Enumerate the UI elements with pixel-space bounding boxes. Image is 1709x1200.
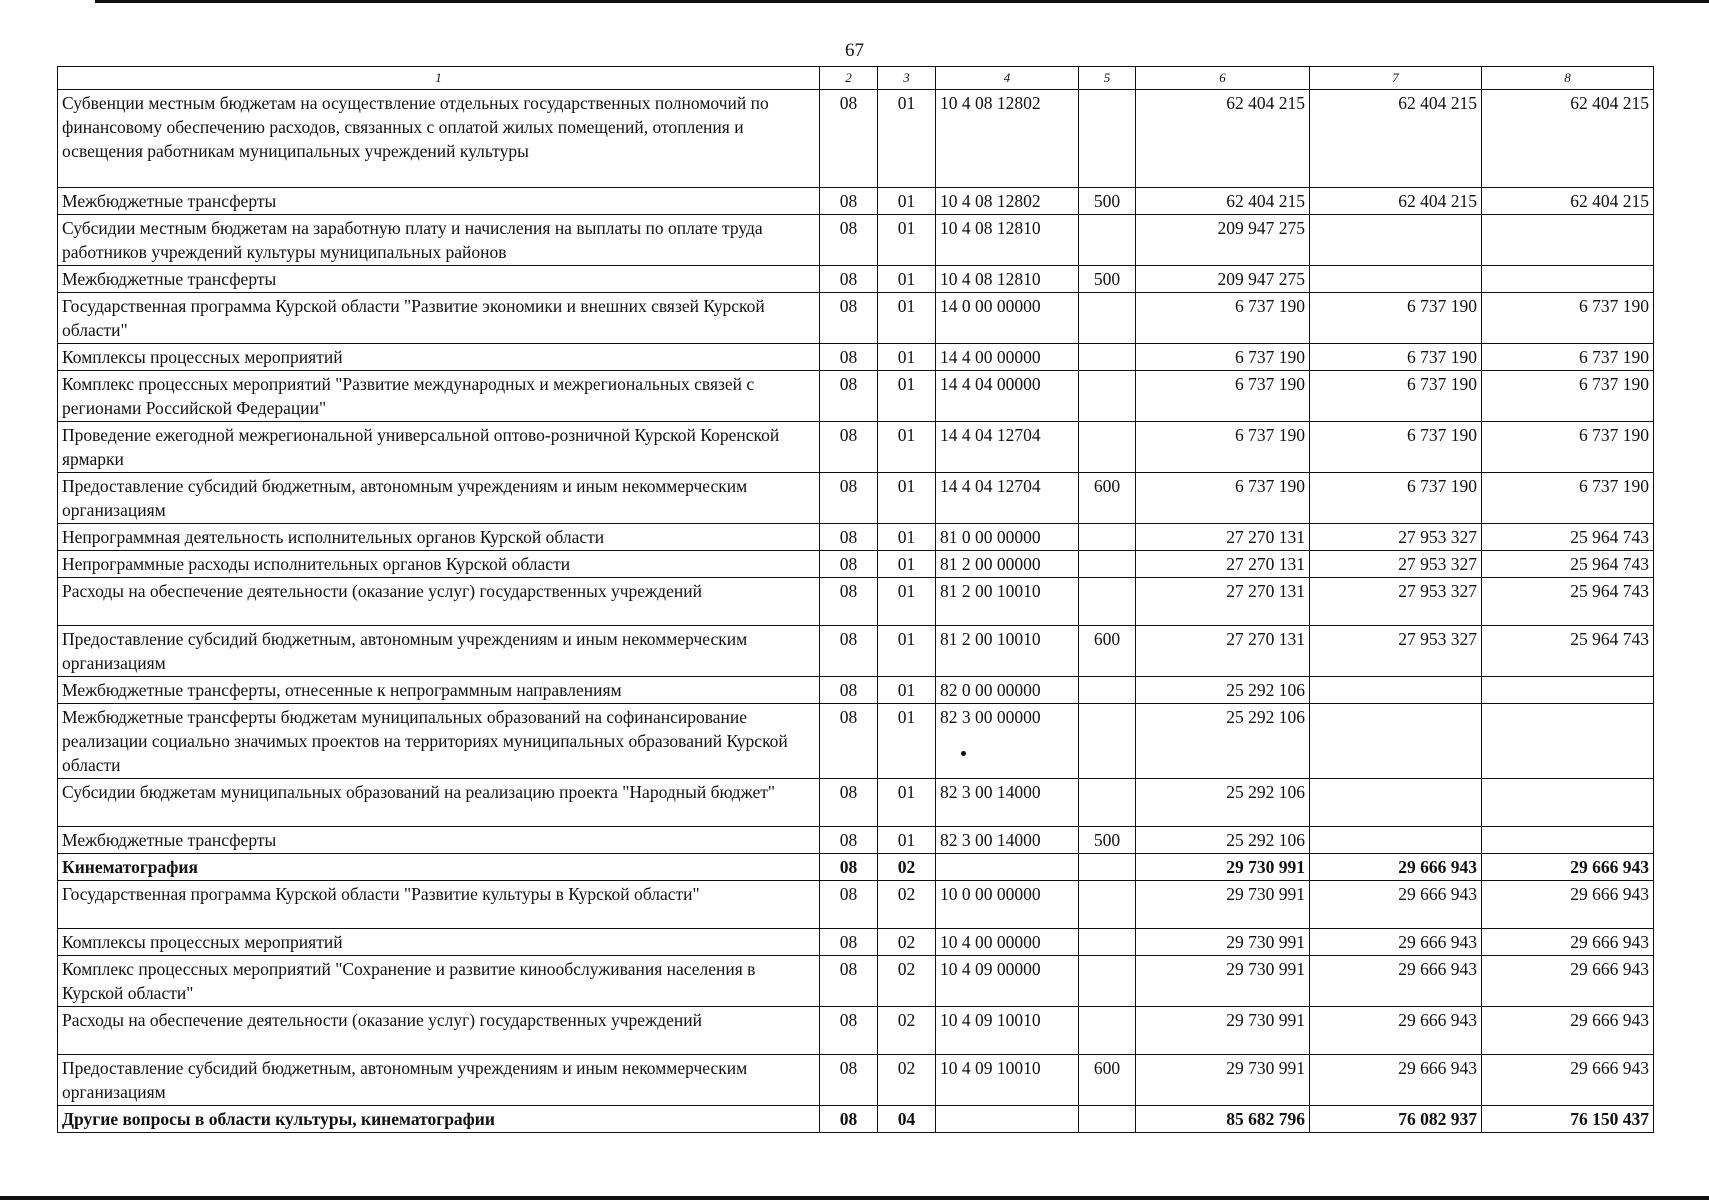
amount-year-3: 6 737 190 bbox=[1482, 344, 1654, 371]
table-row bbox=[58, 1055, 1654, 1106]
expense-type-code bbox=[1079, 779, 1136, 827]
target-article-code: 81 0 00 00000 bbox=[936, 524, 1079, 551]
target-article-code: 14 0 00 00000 bbox=[936, 293, 1079, 344]
amount-year-3 bbox=[1482, 704, 1654, 779]
subsection-code: 01 bbox=[878, 626, 936, 677]
amount-year-3: 6 737 190 bbox=[1482, 371, 1654, 422]
amount-year-2: 27 953 327 bbox=[1310, 524, 1482, 551]
top-rule bbox=[95, 0, 1709, 3]
expense-type-code bbox=[1079, 1106, 1136, 1133]
amount-year-2: 6 737 190 bbox=[1310, 293, 1482, 344]
target-article-code: 14 4 04 12704 bbox=[936, 473, 1079, 524]
row-name: Межбюджетные трансферты, отнесенные к непрограммным направлениям bbox=[58, 677, 820, 704]
amount-year-3: 25 964 743 bbox=[1482, 578, 1654, 626]
subsection-code: 04 bbox=[878, 1106, 936, 1133]
subsection-code: 02 bbox=[878, 881, 936, 929]
amount-year-1: 25 292 106 bbox=[1136, 779, 1310, 827]
section-code: 08 bbox=[820, 827, 878, 854]
amount-year-2: 27 953 327 bbox=[1310, 578, 1482, 626]
row-name: Непрограммная деятельность исполнительных органов Курской области bbox=[58, 524, 820, 551]
row-name: Предоставление субсидий бюджетным, автономным учреждениям и иным некоммерческим организациям bbox=[58, 473, 820, 524]
target-article-code: 10 0 00 00000 bbox=[936, 881, 1079, 929]
target-article-code: 10 4 09 10010 bbox=[936, 1055, 1079, 1106]
table-row bbox=[58, 1106, 1654, 1133]
amount-year-1: 25 292 106 bbox=[1136, 704, 1310, 779]
amount-year-2 bbox=[1310, 215, 1482, 266]
amount-year-3: 29 666 943 bbox=[1482, 854, 1654, 881]
target-article-code: 14 4 00 00000 bbox=[936, 344, 1079, 371]
table-row bbox=[58, 215, 1654, 266]
section-code: 08 bbox=[820, 779, 878, 827]
table-row bbox=[58, 827, 1654, 854]
amount-year-3: 62 404 215 bbox=[1482, 90, 1654, 188]
row-name: Межбюджетные трансферты бюджетам муниципальных образований на софинансирование реализации социально значимых проектов на территориях муниципальных образований Курской области bbox=[58, 704, 820, 779]
section-code: 08 bbox=[820, 90, 878, 188]
expense-type-code: 500 bbox=[1079, 827, 1136, 854]
subsection-code: 01 bbox=[878, 344, 936, 371]
amount-year-3 bbox=[1482, 266, 1654, 293]
row-name: Комплексы процессных мероприятий bbox=[58, 344, 820, 371]
amount-year-2 bbox=[1310, 827, 1482, 854]
budget-table bbox=[57, 66, 1654, 1133]
subsection-code: 01 bbox=[878, 215, 936, 266]
row-name: Субвенции местным бюджетам на осуществление отдельных государственных полномочий по финансовому обеспечению расходов, связанных с оплатой жилых помещений, отопления и освещения работникам муниципальных учреждений культуры bbox=[58, 90, 820, 188]
subsection-code: 02 bbox=[878, 929, 936, 956]
section-code: 08 bbox=[820, 854, 878, 881]
subsection-code: 01 bbox=[878, 524, 936, 551]
subsection-code: 01 bbox=[878, 293, 936, 344]
amount-year-3 bbox=[1482, 779, 1654, 827]
section-code: 08 bbox=[820, 677, 878, 704]
target-article-code: 10 4 09 00000 bbox=[936, 956, 1079, 1007]
amount-year-2: 29 666 943 bbox=[1310, 1055, 1482, 1106]
expense-type-code: 600 bbox=[1079, 473, 1136, 524]
amount-year-1: 25 292 106 bbox=[1136, 677, 1310, 704]
amount-year-2: 29 666 943 bbox=[1310, 881, 1482, 929]
expense-type-code bbox=[1079, 578, 1136, 626]
amount-year-2 bbox=[1310, 266, 1482, 293]
table-row bbox=[58, 266, 1654, 293]
section-code: 08 bbox=[820, 344, 878, 371]
amount-year-3 bbox=[1482, 677, 1654, 704]
section-code: 08 bbox=[820, 422, 878, 473]
amount-year-3: 6 737 190 bbox=[1482, 422, 1654, 473]
amount-year-3: 62 404 215 bbox=[1482, 188, 1654, 215]
target-article-code: 10 4 08 12802 bbox=[936, 90, 1079, 188]
table-row bbox=[58, 626, 1654, 677]
row-name: Другие вопросы в области культуры, кинематографии bbox=[58, 1106, 820, 1133]
section-code: 08 bbox=[820, 929, 878, 956]
subsection-code: 01 bbox=[878, 578, 936, 626]
amount-year-3: 6 737 190 bbox=[1482, 473, 1654, 524]
table-row bbox=[58, 551, 1654, 578]
table-row bbox=[58, 293, 1654, 344]
expense-type-code: 600 bbox=[1079, 626, 1136, 677]
amount-year-2: 6 737 190 bbox=[1310, 422, 1482, 473]
amount-year-1: 29 730 991 bbox=[1136, 956, 1310, 1007]
amount-year-3 bbox=[1482, 827, 1654, 854]
section-code: 08 bbox=[820, 578, 878, 626]
amount-year-1: 29 730 991 bbox=[1136, 1007, 1310, 1055]
amount-year-2: 6 737 190 bbox=[1310, 371, 1482, 422]
subsection-code: 01 bbox=[878, 371, 936, 422]
target-article-code: 10 4 08 12802 bbox=[936, 188, 1079, 215]
amount-year-1: 85 682 796 bbox=[1136, 1106, 1310, 1133]
row-name: Расходы на обеспечение деятельности (оказание услуг) государственных учреждений bbox=[58, 1007, 820, 1055]
expense-type-code bbox=[1079, 881, 1136, 929]
row-name: Государственная программа Курской области "Развитие экономики и внешних связей Курской области" bbox=[58, 293, 820, 344]
amount-year-1: 29 730 991 bbox=[1136, 854, 1310, 881]
subsection-code: 01 bbox=[878, 90, 936, 188]
section-code: 08 bbox=[820, 881, 878, 929]
expense-type-code: 600 bbox=[1079, 1055, 1136, 1106]
target-article-code: 82 0 00 00000 bbox=[936, 677, 1079, 704]
table-row bbox=[58, 854, 1654, 881]
row-name: Субсидии местным бюджетам на заработную плату и начисления на выплаты по оплате труда работников учреждений культуры муниципальных районов bbox=[58, 215, 820, 266]
amount-year-1: 27 270 131 bbox=[1136, 551, 1310, 578]
table-row bbox=[58, 90, 1654, 188]
amount-year-2: 6 737 190 bbox=[1310, 473, 1482, 524]
stray-dot bbox=[961, 751, 966, 756]
section-code: 08 bbox=[820, 371, 878, 422]
bottom-rule bbox=[0, 1196, 1709, 1200]
amount-year-1: 29 730 991 bbox=[1136, 929, 1310, 956]
table-row bbox=[58, 704, 1654, 779]
amount-year-1: 6 737 190 bbox=[1136, 422, 1310, 473]
row-name: Комплекс процессных мероприятий "Сохранение и развитие кинообслуживания населения в Курской области" bbox=[58, 956, 820, 1007]
amount-year-2: 27 953 327 bbox=[1310, 551, 1482, 578]
amount-year-2 bbox=[1310, 779, 1482, 827]
subsection-code: 01 bbox=[878, 422, 936, 473]
amount-year-1: 62 404 215 bbox=[1136, 90, 1310, 188]
row-name: Непрограммные расходы исполнительных органов Курской области bbox=[58, 551, 820, 578]
amount-year-3: 25 964 743 bbox=[1482, 626, 1654, 677]
subsection-code: 02 bbox=[878, 854, 936, 881]
expense-type-code bbox=[1079, 677, 1136, 704]
target-article-code: 81 2 00 10010 bbox=[936, 626, 1079, 677]
amount-year-3: 6 737 190 bbox=[1482, 293, 1654, 344]
amount-year-1: 6 737 190 bbox=[1136, 371, 1310, 422]
column-header: 5 bbox=[1079, 67, 1136, 90]
target-article-code: 82 3 00 00000 bbox=[936, 704, 1079, 779]
row-name: Предоставление субсидий бюджетным, автономным учреждениям и иным некоммерческим организациям bbox=[58, 1055, 820, 1106]
amount-year-1: 209 947 275 bbox=[1136, 266, 1310, 293]
table-row bbox=[58, 677, 1654, 704]
amount-year-3 bbox=[1482, 215, 1654, 266]
expense-type-code bbox=[1079, 704, 1136, 779]
subsection-code: 01 bbox=[878, 704, 936, 779]
subsection-code: 01 bbox=[878, 677, 936, 704]
target-article-code: 10 4 08 12810 bbox=[936, 215, 1079, 266]
table-row bbox=[58, 524, 1654, 551]
target-article-code: 10 4 00 00000 bbox=[936, 929, 1079, 956]
table-row bbox=[58, 956, 1654, 1007]
target-article-code: 81 2 00 00000 bbox=[936, 551, 1079, 578]
section-code: 08 bbox=[820, 188, 878, 215]
subsection-code: 01 bbox=[878, 827, 936, 854]
amount-year-1: 62 404 215 bbox=[1136, 188, 1310, 215]
expense-type-code bbox=[1079, 929, 1136, 956]
amount-year-3: 76 150 437 bbox=[1482, 1106, 1654, 1133]
amount-year-2: 6 737 190 bbox=[1310, 344, 1482, 371]
table-row bbox=[58, 1007, 1654, 1055]
table-row bbox=[58, 473, 1654, 524]
subsection-code: 01 bbox=[878, 551, 936, 578]
expense-type-code bbox=[1079, 293, 1136, 344]
amount-year-1: 6 737 190 bbox=[1136, 344, 1310, 371]
column-header: 6 bbox=[1136, 67, 1310, 90]
amount-year-2 bbox=[1310, 704, 1482, 779]
amount-year-3: 29 666 943 bbox=[1482, 1007, 1654, 1055]
table-row bbox=[58, 344, 1654, 371]
section-code: 08 bbox=[820, 704, 878, 779]
expense-type-code bbox=[1079, 551, 1136, 578]
column-number-row bbox=[58, 67, 1654, 90]
section-code: 08 bbox=[820, 473, 878, 524]
row-name: Комплекс процессных мероприятий "Развитие международных и межрегиональных связей с регионами Российской Федерации" bbox=[58, 371, 820, 422]
expense-type-code: 500 bbox=[1079, 266, 1136, 293]
target-article-code: 82 3 00 14000 bbox=[936, 779, 1079, 827]
expense-type-code bbox=[1079, 956, 1136, 1007]
table-row bbox=[58, 422, 1654, 473]
amount-year-2: 29 666 943 bbox=[1310, 929, 1482, 956]
amount-year-2: 27 953 327 bbox=[1310, 626, 1482, 677]
amount-year-1: 27 270 131 bbox=[1136, 578, 1310, 626]
section-code: 08 bbox=[820, 626, 878, 677]
subsection-code: 01 bbox=[878, 188, 936, 215]
table-row bbox=[58, 881, 1654, 929]
row-name: Кинематография bbox=[58, 854, 820, 881]
amount-year-3: 29 666 943 bbox=[1482, 956, 1654, 1007]
amount-year-2: 29 666 943 bbox=[1310, 854, 1482, 881]
amount-year-1: 6 737 190 bbox=[1136, 293, 1310, 344]
section-code: 08 bbox=[820, 1106, 878, 1133]
table-row bbox=[58, 371, 1654, 422]
subsection-code: 02 bbox=[878, 1055, 936, 1106]
amount-year-1: 29 730 991 bbox=[1136, 1055, 1310, 1106]
expense-type-code bbox=[1079, 524, 1136, 551]
section-code: 08 bbox=[820, 1007, 878, 1055]
amount-year-2: 29 666 943 bbox=[1310, 1007, 1482, 1055]
amount-year-3: 25 964 743 bbox=[1482, 524, 1654, 551]
column-header: 1 bbox=[58, 67, 820, 90]
target-article-code: 14 4 04 12704 bbox=[936, 422, 1079, 473]
row-name: Межбюджетные трансферты bbox=[58, 266, 820, 293]
column-header: 8 bbox=[1482, 67, 1654, 90]
amount-year-3: 29 666 943 bbox=[1482, 1055, 1654, 1106]
amount-year-1: 29 730 991 bbox=[1136, 881, 1310, 929]
amount-year-2: 76 082 937 bbox=[1310, 1106, 1482, 1133]
row-name: Комплексы процессных мероприятий bbox=[58, 929, 820, 956]
subsection-code: 01 bbox=[878, 266, 936, 293]
amount-year-3: 25 964 743 bbox=[1482, 551, 1654, 578]
expense-type-code bbox=[1079, 90, 1136, 188]
target-article-code: 14 4 04 00000 bbox=[936, 371, 1079, 422]
expense-type-code: 500 bbox=[1079, 188, 1136, 215]
subsection-code: 01 bbox=[878, 473, 936, 524]
subsection-code: 01 bbox=[878, 779, 936, 827]
expense-type-code bbox=[1079, 215, 1136, 266]
target-article-code: 82 3 00 14000 bbox=[936, 827, 1079, 854]
amount-year-2: 29 666 943 bbox=[1310, 956, 1482, 1007]
subsection-code: 02 bbox=[878, 1007, 936, 1055]
amount-year-1: 209 947 275 bbox=[1136, 215, 1310, 266]
expense-type-code bbox=[1079, 1007, 1136, 1055]
amount-year-2: 62 404 215 bbox=[1310, 188, 1482, 215]
row-name: Субсидии бюджетам муниципальных образований на реализацию проекта "Народный бюджет" bbox=[58, 779, 820, 827]
column-header: 7 bbox=[1310, 67, 1482, 90]
expense-type-code bbox=[1079, 371, 1136, 422]
expense-type-code bbox=[1079, 422, 1136, 473]
target-article-code bbox=[936, 854, 1079, 881]
amount-year-2 bbox=[1310, 677, 1482, 704]
amount-year-1: 6 737 190 bbox=[1136, 473, 1310, 524]
table-row bbox=[58, 578, 1654, 626]
row-name: Предоставление субсидий бюджетным, автономным учреждениям и иным некоммерческим организациям bbox=[58, 626, 820, 677]
expense-type-code bbox=[1079, 854, 1136, 881]
section-code: 08 bbox=[820, 293, 878, 344]
target-article-code bbox=[936, 1106, 1079, 1133]
row-name: Межбюджетные трансферты bbox=[58, 188, 820, 215]
section-code: 08 bbox=[820, 1055, 878, 1106]
row-name: Проведение ежегодной межрегиональной универсальной оптово-розничной Курской Коренской ярмарки bbox=[58, 422, 820, 473]
amount-year-1: 27 270 131 bbox=[1136, 524, 1310, 551]
amount-year-1: 27 270 131 bbox=[1136, 626, 1310, 677]
amount-year-3: 29 666 943 bbox=[1482, 929, 1654, 956]
target-article-code: 10 4 09 10010 bbox=[936, 1007, 1079, 1055]
column-header: 4 bbox=[936, 67, 1079, 90]
section-code: 08 bbox=[820, 215, 878, 266]
row-name: Расходы на обеспечение деятельности (оказание услуг) государственных учреждений bbox=[58, 578, 820, 626]
amount-year-3: 29 666 943 bbox=[1482, 881, 1654, 929]
expense-type-code bbox=[1079, 344, 1136, 371]
section-code: 08 bbox=[820, 524, 878, 551]
table-row bbox=[58, 779, 1654, 827]
section-code: 08 bbox=[820, 551, 878, 578]
page-number: 67 bbox=[845, 40, 864, 61]
table-body bbox=[58, 90, 1654, 1133]
amount-year-2: 62 404 215 bbox=[1310, 90, 1482, 188]
row-name: Межбюджетные трансферты bbox=[58, 827, 820, 854]
target-article-code: 81 2 00 10010 bbox=[936, 578, 1079, 626]
amount-year-1: 25 292 106 bbox=[1136, 827, 1310, 854]
target-article-code: 10 4 08 12810 bbox=[936, 266, 1079, 293]
subsection-code: 02 bbox=[878, 956, 936, 1007]
section-code: 08 bbox=[820, 956, 878, 1007]
section-code: 08 bbox=[820, 266, 878, 293]
table-row bbox=[58, 188, 1654, 215]
table-row bbox=[58, 929, 1654, 956]
row-name: Государственная программа Курской области "Развитие культуры в Курской области" bbox=[58, 881, 820, 929]
column-header: 3 bbox=[878, 67, 936, 90]
column-header: 2 bbox=[820, 67, 878, 90]
